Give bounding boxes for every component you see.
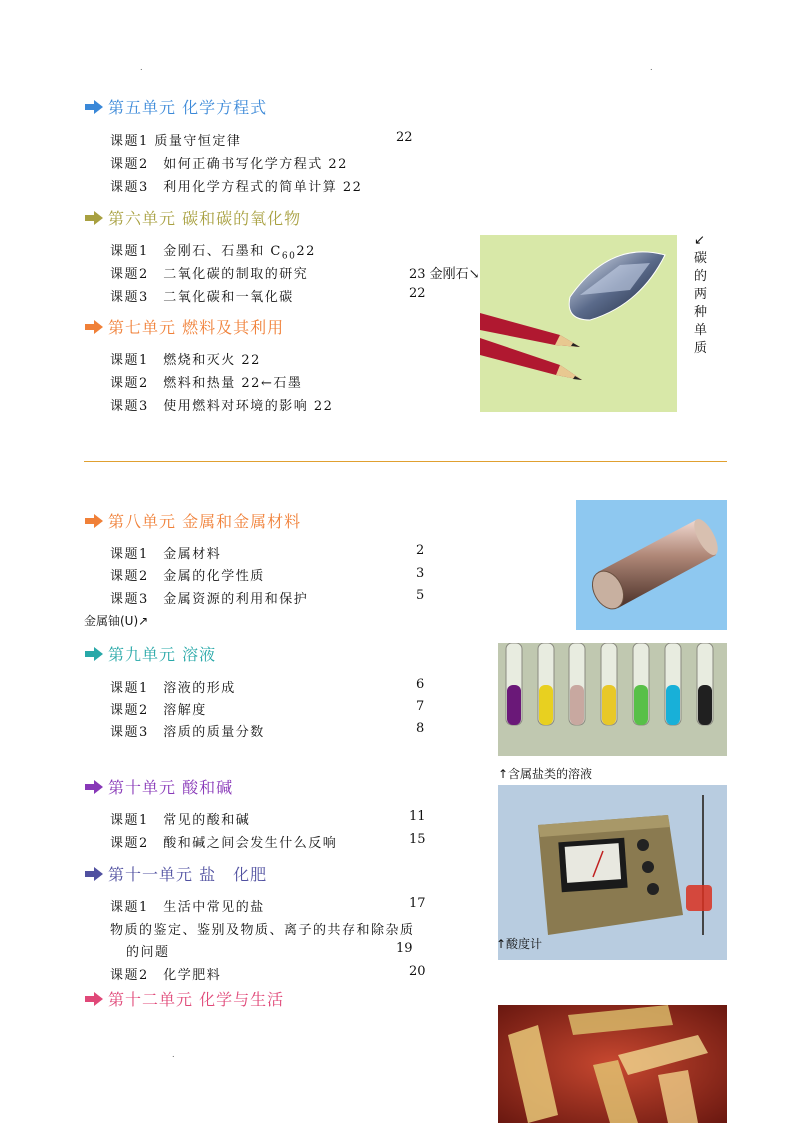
metal-rod-caption: 金属铀(U)↗ <box>84 614 149 628</box>
unit-5-title: 第五单元 化学方程式 <box>108 98 268 117</box>
salt-solutions-caption: ↑含属盐类的溶液 <box>498 767 593 781</box>
salt-solutions-image <box>498 643 727 756</box>
page-dot: . <box>172 1050 175 1059</box>
unit-6-title: 第六单元 碳和碳的氧化物 <box>108 209 302 228</box>
arrow-right-icon <box>84 99 104 115</box>
arrow-right-icon <box>84 513 104 529</box>
unit-5-lesson-1[interactable]: 课题1 质量守恒定律 <box>110 134 242 149</box>
unit-9-lesson-2-page: 7 <box>416 699 425 714</box>
unit-8-lesson-2-page: 3 <box>416 566 425 581</box>
unit-8-lesson-3-page: 5 <box>416 588 425 603</box>
unit-11-lesson-2-page: 20 <box>409 964 426 979</box>
unit-8-lesson-3[interactable]: 课题3 金属资源的利用和保护 <box>110 592 309 607</box>
unit-9-lesson-1-page: 6 <box>416 677 425 692</box>
unit-6-lesson-1-subscript: 60 <box>281 251 297 262</box>
unit-11-lesson-1[interactable]: 课题1 生活中常见的盐 <box>110 900 265 915</box>
section-divider <box>84 461 727 462</box>
arrow-right-icon <box>84 991 104 1007</box>
unit-6-heading[interactable] <box>84 206 301 229</box>
unit-11-heading[interactable] <box>84 862 267 885</box>
unit-8-title: 第八单元 金属和金属材料 <box>108 512 302 531</box>
unit-6-lesson-1[interactable] <box>110 240 316 262</box>
unit-11-extra-topic[interactable]: 物质的鉴定、鉴别及物质、离子的共存和除杂质 <box>110 923 415 938</box>
unit-8-lesson-1-page: 2 <box>416 543 425 558</box>
crystals-image <box>498 1005 727 1123</box>
unit-7-lesson-2[interactable]: 课题2 燃料和热量 22←石墨 <box>110 376 303 391</box>
unit-10-heading[interactable] <box>84 775 233 798</box>
unit-11-extra-topic-page: 19 <box>396 941 413 956</box>
page-dot: . <box>140 63 143 72</box>
unit-9-lesson-2[interactable]: 课题2 溶解度 <box>110 703 207 718</box>
unit-8-lesson-2[interactable]: 课题2 金属的化学性质 <box>110 569 265 584</box>
arrow-right-icon <box>84 646 104 662</box>
ph-meter-image <box>498 785 727 960</box>
unit-11-title: 第十一单元 盐 化肥 <box>108 865 268 884</box>
unit-9-lesson-3-page: 8 <box>416 721 425 736</box>
unit-11-lesson-2[interactable]: 课题2 化学肥料 <box>110 968 222 983</box>
unit-6-lesson-1-text: 课题1 金刚石、石墨和 C <box>110 244 282 259</box>
unit-5-lesson-1-page: 22 <box>396 130 413 145</box>
unit-11-extra-topic-cont[interactable]: 的问题 <box>126 945 170 960</box>
unit-8-heading[interactable] <box>84 509 301 532</box>
unit-12-title: 第十二单元 化学与生活 <box>108 990 285 1009</box>
unit-6-lesson-3[interactable]: 课题3 二氧化碳和一氧化碳 <box>110 290 294 305</box>
arrow-right-icon <box>84 779 104 795</box>
arrow-right-icon <box>84 319 104 335</box>
unit-6-lesson-3-page: 22 <box>409 286 426 301</box>
carbon-allotropes-image <box>480 235 677 412</box>
carbon-caption: ↙碳的两种单质 <box>694 233 708 356</box>
unit-9-lesson-1[interactable]: 课题1 溶液的形成 <box>110 681 236 696</box>
unit-10-title: 第十单元 酸和碱 <box>108 778 234 797</box>
unit-8-lesson-1[interactable]: 课题1 金属材料 <box>110 547 222 562</box>
arrow-right-icon <box>84 210 104 226</box>
unit-10-lesson-1[interactable]: 课题1 常见的酸和碱 <box>110 813 251 828</box>
unit-6-lesson-1-page: 22 <box>296 244 316 259</box>
unit-6-lesson-2-page: 23 金刚石↘ <box>409 267 480 282</box>
unit-9-lesson-3[interactable]: 课题3 溶质的质量分数 <box>110 725 265 740</box>
page-dot: . <box>650 63 653 72</box>
ph-meter-caption: ↑酸度计 <box>496 937 543 951</box>
unit-9-title: 第九单元 溶液 <box>108 645 217 664</box>
uranium-rod-image <box>576 500 727 630</box>
unit-5-lesson-3[interactable]: 课题3 利用化学方程式的简单计算 22 <box>110 180 363 195</box>
unit-7-lesson-1[interactable]: 课题1 燃烧和灭火 22 <box>110 353 261 368</box>
unit-11-lesson-1-page: 17 <box>409 896 426 911</box>
unit-10-lesson-1-page: 11 <box>409 809 426 824</box>
unit-6-lesson-2[interactable]: 课题2 二氧化碳的制取的研究 <box>110 267 309 282</box>
unit-7-heading[interactable] <box>84 315 284 338</box>
unit-12-heading[interactable] <box>84 987 284 1010</box>
unit-7-lesson-3[interactable]: 课题3 使用燃料对环境的影响 22 <box>110 399 334 414</box>
arrow-right-icon <box>84 866 104 882</box>
unit-5-heading[interactable] <box>84 95 267 118</box>
unit-5-lesson-2[interactable]: 课题2 如何正确书写化学方程式 22 <box>110 157 348 172</box>
unit-10-lesson-2[interactable]: 课题2 酸和碱之间会发生什么反响 <box>110 836 338 851</box>
unit-10-lesson-2-page: 15 <box>409 832 426 847</box>
unit-7-title: 第七单元 燃料及其利用 <box>108 318 285 337</box>
unit-9-heading[interactable] <box>84 642 216 665</box>
